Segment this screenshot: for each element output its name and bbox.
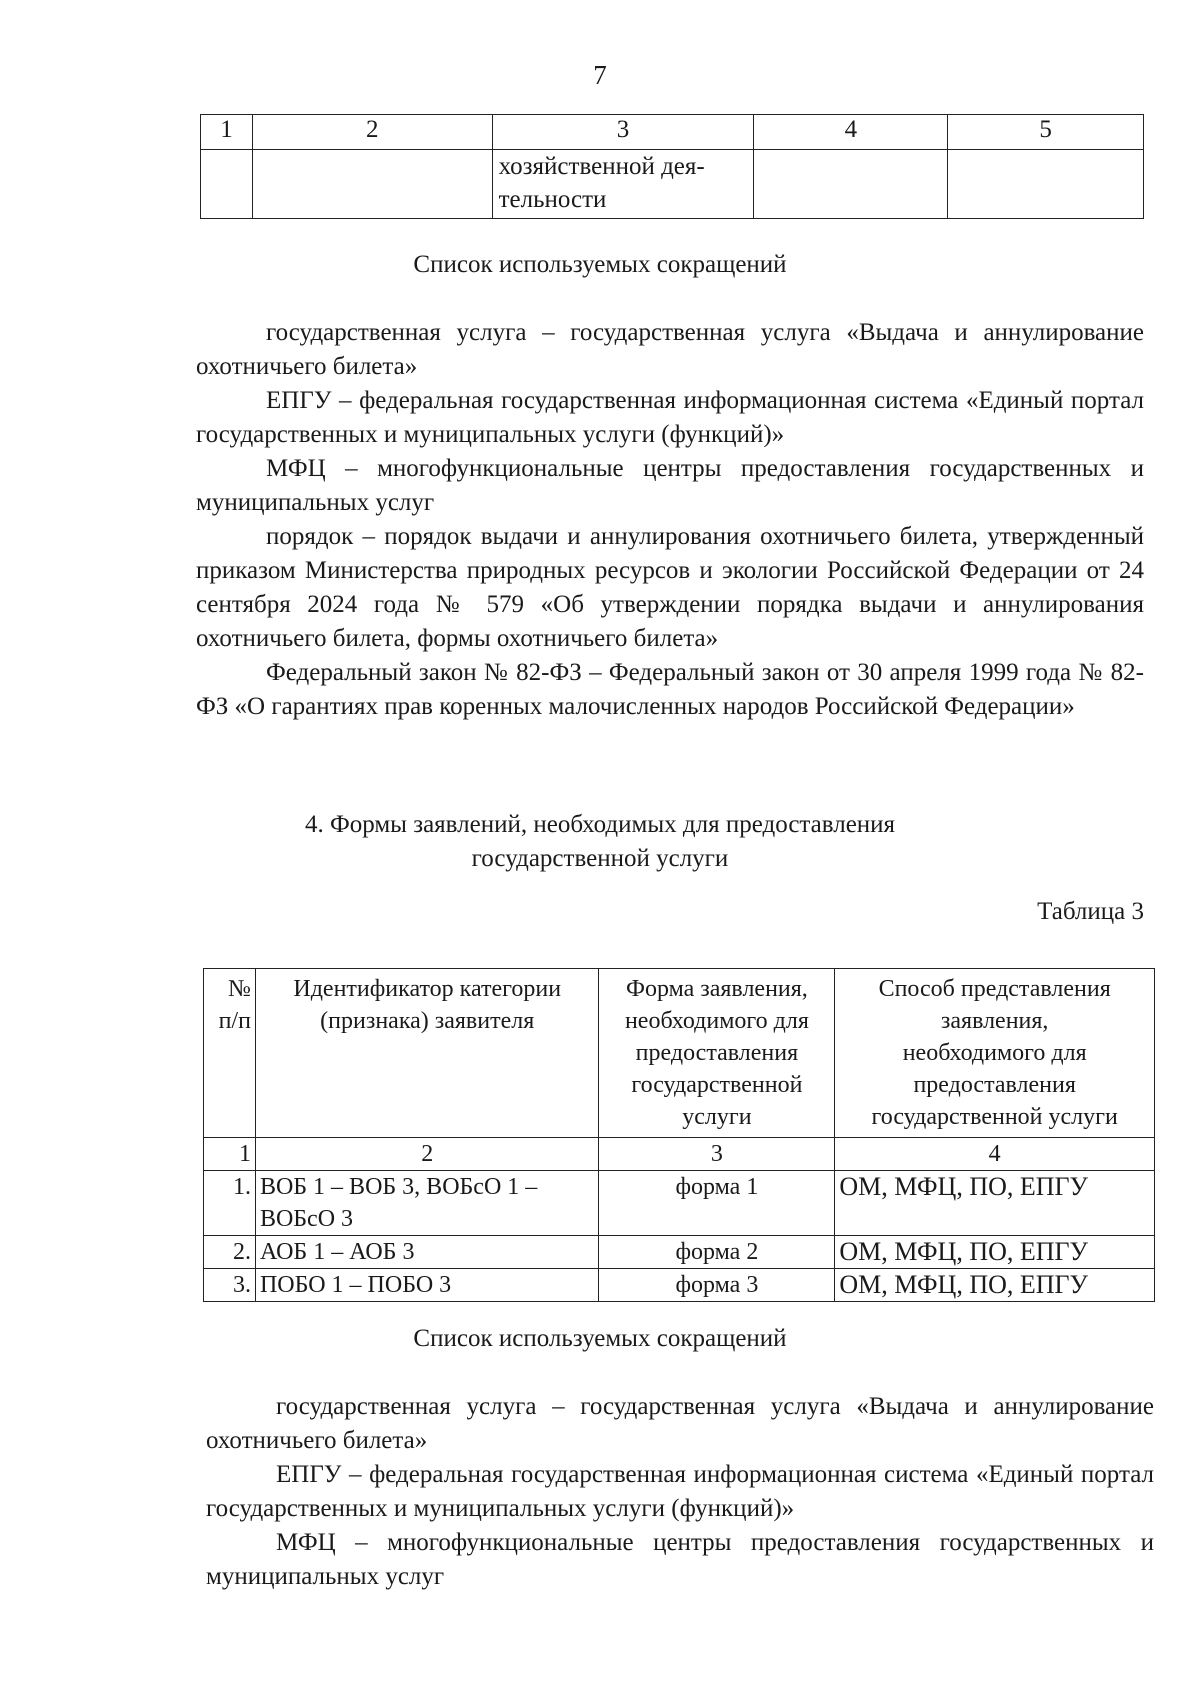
method-cell: ОМ, МФЦ, ПО, ЕПГУ <box>835 1269 1155 1302</box>
category-cell: АОБ 1 – АОБ 3 <box>255 1236 599 1269</box>
form-cell: форма 1 <box>599 1171 835 1236</box>
abbreviation-item: порядок – порядок выдачи и аннулирования охотничьего билета, утвержденный приказом Министерства природных ресурсов и экологии Российской Федерации от 24 сентября 2024 года № 579 «Об утверждении порядка выдачи и аннулирования охотничьего билета, формы охотничьего билета» <box>196 523 1144 652</box>
column-number: 4 <box>754 115 948 150</box>
table-cell <box>948 150 1144 219</box>
table-row <box>204 1171 1155 1236</box>
column-number: 2 <box>252 115 492 150</box>
form-cell: форма 3 <box>599 1269 835 1302</box>
column-number: 3 <box>492 115 754 150</box>
abbreviation-item: Федеральный закон № 82-ФЗ – Федеральный закон от 30 апреля 1999 года № 82-ФЗ «О гарантиях прав коренных малочисленных народов Российской Федерации» <box>196 659 1144 720</box>
column-number: 2 <box>255 1138 599 1171</box>
category-cell: ВОБ 1 – ВОБ 3, ВОБсО 1 – ВОБсО 3 <box>255 1171 599 1236</box>
abbreviation-item: государственная услуга – государственная услуга «Выдача и аннулирование охотничьего билета» <box>206 1393 1154 1454</box>
column-number: 3 <box>599 1138 835 1171</box>
method-cell: ОМ, МФЦ, ПО, ЕПГУ <box>835 1171 1155 1236</box>
column-header: № п/п <box>204 969 256 1138</box>
table-caption: Таблица 3 <box>1037 898 1144 925</box>
column-number: 1 <box>201 115 253 150</box>
table-header-row <box>201 115 1144 150</box>
method-cell: ОМ, МФЦ, ПО, ЕПГУ <box>835 1236 1155 1269</box>
category-cell: ПОБО 1 – ПОБО 3 <box>255 1269 599 1302</box>
abbreviations-heading: Список используемых сокращений <box>413 251 787 278</box>
table-cell <box>252 150 492 219</box>
abbreviation-item: государственная услуга – государственная услуга «Выдача и аннулирование охотничьего билета» <box>196 319 1144 380</box>
table-row <box>204 1269 1155 1302</box>
column-number: 5 <box>948 115 1144 150</box>
continuation-table <box>200 114 1144 219</box>
abbreviation-item: МФЦ – многофункциональные центры предоставления государственных и муниципальных услуг <box>196 455 1144 516</box>
column-number: 4 <box>835 1138 1155 1171</box>
abbreviation-item: ЕПГУ – федеральная государственная информационная система «Единый портал государственных и муниципальных услуги (функций)» <box>196 387 1144 448</box>
abbreviations-heading: Список используемых сокращений <box>413 1325 787 1352</box>
table-header-row <box>204 969 1155 1138</box>
row-number: 3. <box>204 1269 256 1302</box>
column-number: 1 <box>204 1138 256 1171</box>
column-header: Идентификатор категории (признака) заявителя <box>255 969 599 1138</box>
column-header: Способ представления заявления, необходимого для предоставления государственной услуги <box>835 969 1155 1138</box>
abbreviations-list <box>196 316 1144 724</box>
row-number: 2. <box>204 1236 256 1269</box>
forms-table <box>203 968 1155 1302</box>
section-title: 4. Формы заявлений, необходимых для предоставления <box>304 811 896 838</box>
row-number: 1. <box>204 1171 256 1236</box>
table-row <box>204 1236 1155 1269</box>
table-cell <box>754 150 948 219</box>
table-cell <box>201 150 253 219</box>
abbreviation-item: ЕПГУ – федеральная государственная информационная система «Единый портал государственных и муниципальных услуги (функций)» <box>206 1461 1154 1522</box>
table-row <box>201 150 1144 219</box>
table-cell: хозяйственной дея- тельности <box>492 150 754 219</box>
abbreviation-item: МФЦ – многофункциональные центры предоставления государственных и муниципальных услуг <box>206 1529 1154 1590</box>
table-number-row <box>204 1138 1155 1171</box>
section-title: государственной услуги <box>471 845 729 872</box>
form-cell: форма 2 <box>599 1236 835 1269</box>
column-header: Форма заявления, необходимого для предоставления государственной услуги <box>599 969 835 1138</box>
abbreviations-list <box>206 1390 1154 1594</box>
page-number: 7 <box>593 60 607 90</box>
